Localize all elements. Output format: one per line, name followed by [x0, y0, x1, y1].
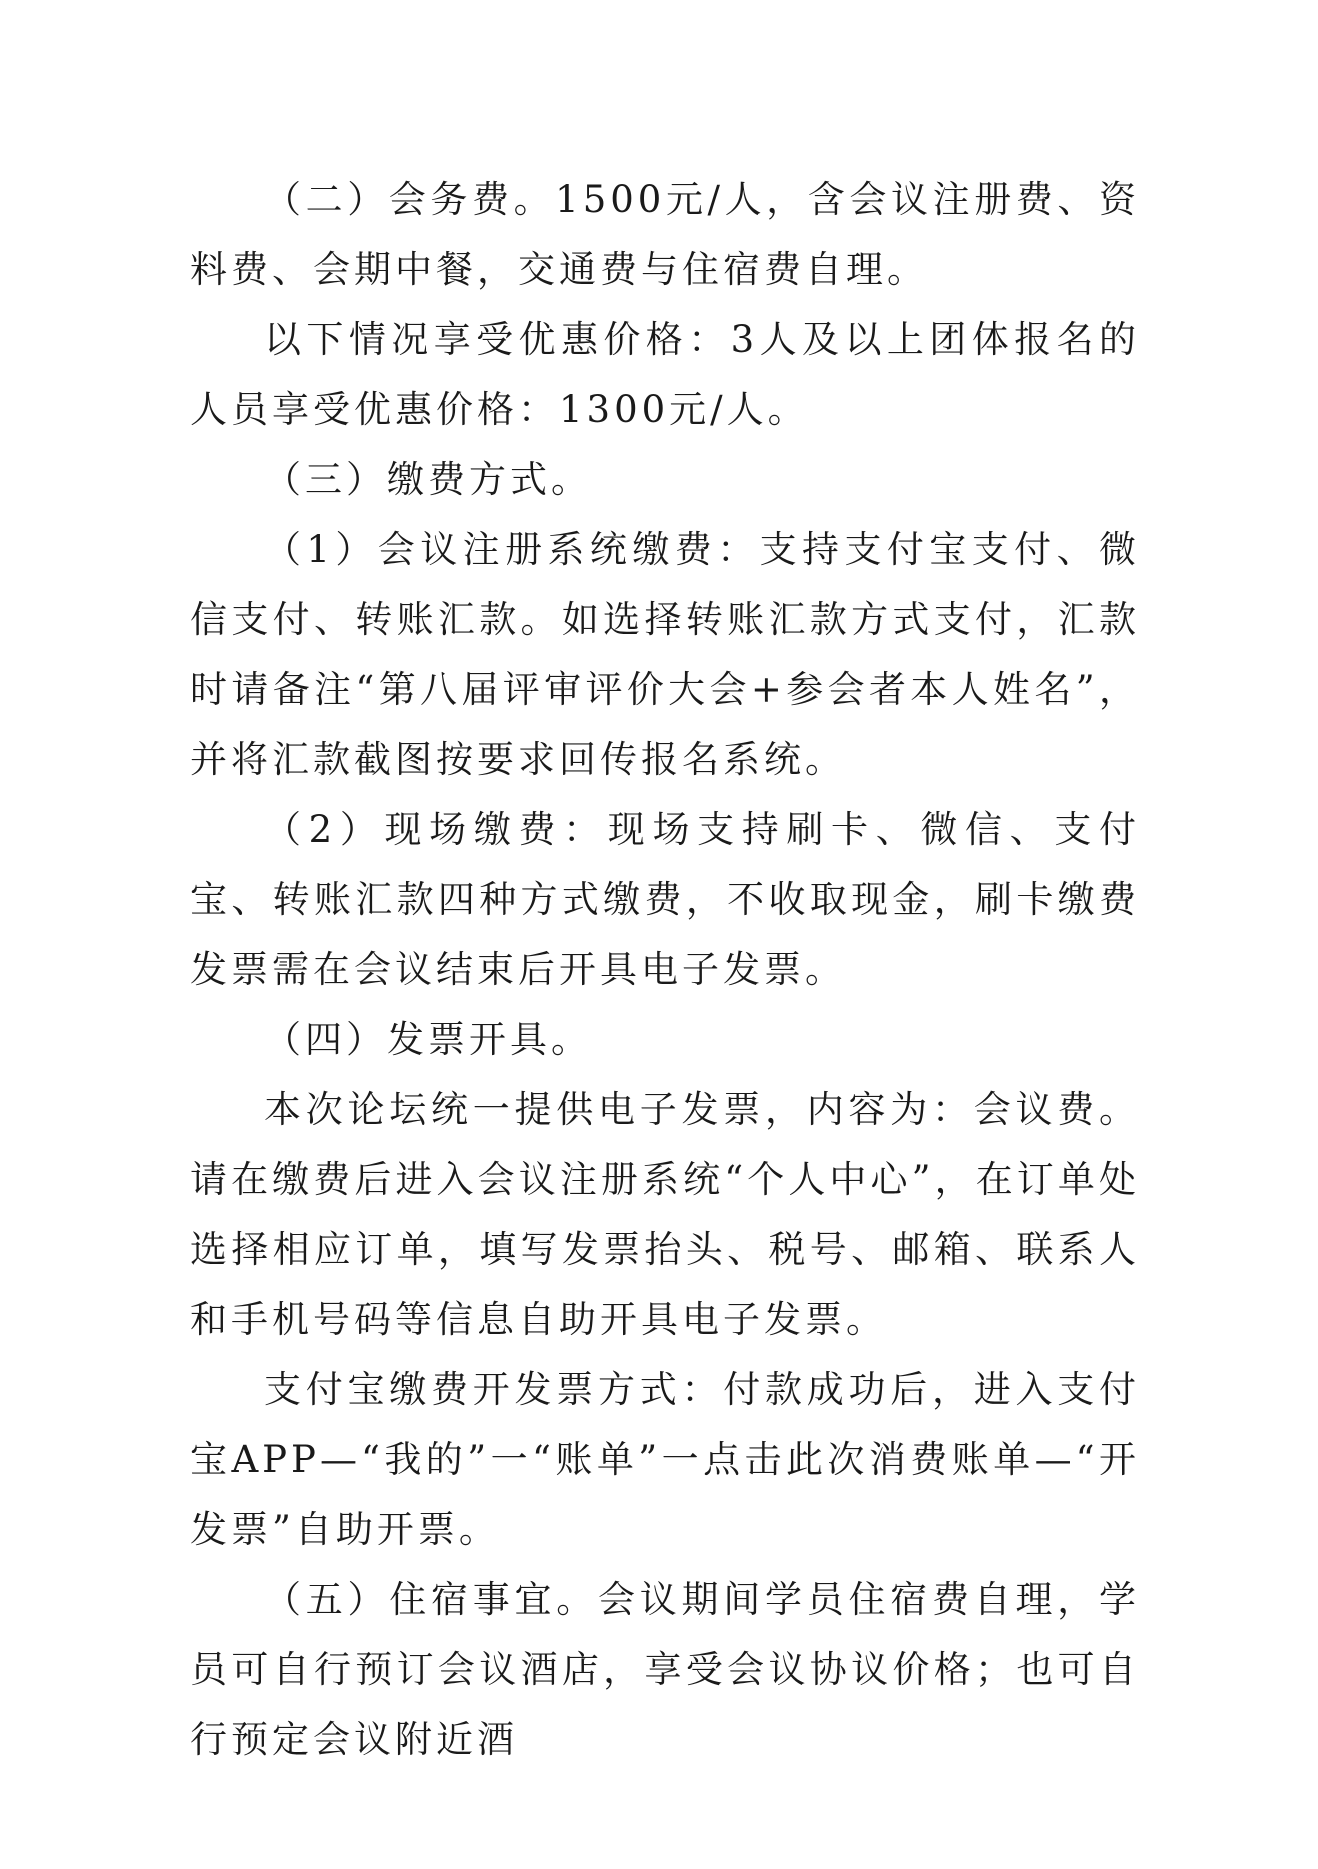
paragraph-invoice-heading: （四）发票开具。: [264, 1018, 592, 1061]
paragraph-alipay-invoice: 支付宝缴费开发票方式：付款成功后，进入支付宝APP—“我的”一“账单”一点击此次消费账单—“开发票”自助开票。: [190, 1368, 1140, 1551]
paragraph-payment-heading: （三）缴费方式。: [264, 458, 592, 501]
paragraph-online-payment: （1）会议注册系统缴费：支持支付宝支付、微信支付、转账汇款。如选择转账汇款方式支付，汇款时请备注“第八届评审评价大会+参会者本人姓名”，并将汇款截图按要求回传报名系统。: [190, 528, 1140, 781]
paragraph-discount: 以下情况享受优惠价格：3人及以上团体报名的人员享受优惠价格：1300元/人。: [190, 318, 1140, 431]
document-body: [190, 165, 1140, 1775]
paragraph-onsite-payment: （2）现场缴费：现场支持刷卡、微信、支付宝、转账汇款四种方式缴费，不收取现金，刷卡缴费发票需在会议结束后开具电子发票。: [190, 808, 1140, 991]
paragraph-invoice-details: 本次论坛统一提供电子发票，内容为：会议费。请在缴费后进入会议注册系统“个人中心”，在订单处选择相应订单，填写发票抬头、税号、邮箱、联系人和手机号码等信息自助开具电子发票。: [190, 1088, 1140, 1341]
paragraph-conference-fee: （二）会务费。1500元/人，含会议注册费、资料费、会期中餐，交通费与住宿费自理。: [190, 178, 1140, 291]
paragraph-accommodation: （五）住宿事宜。会议期间学员住宿费自理，学员可自行预订会议酒店，享受会议协议价格；也可自行预定会议附近酒: [190, 1578, 1140, 1761]
